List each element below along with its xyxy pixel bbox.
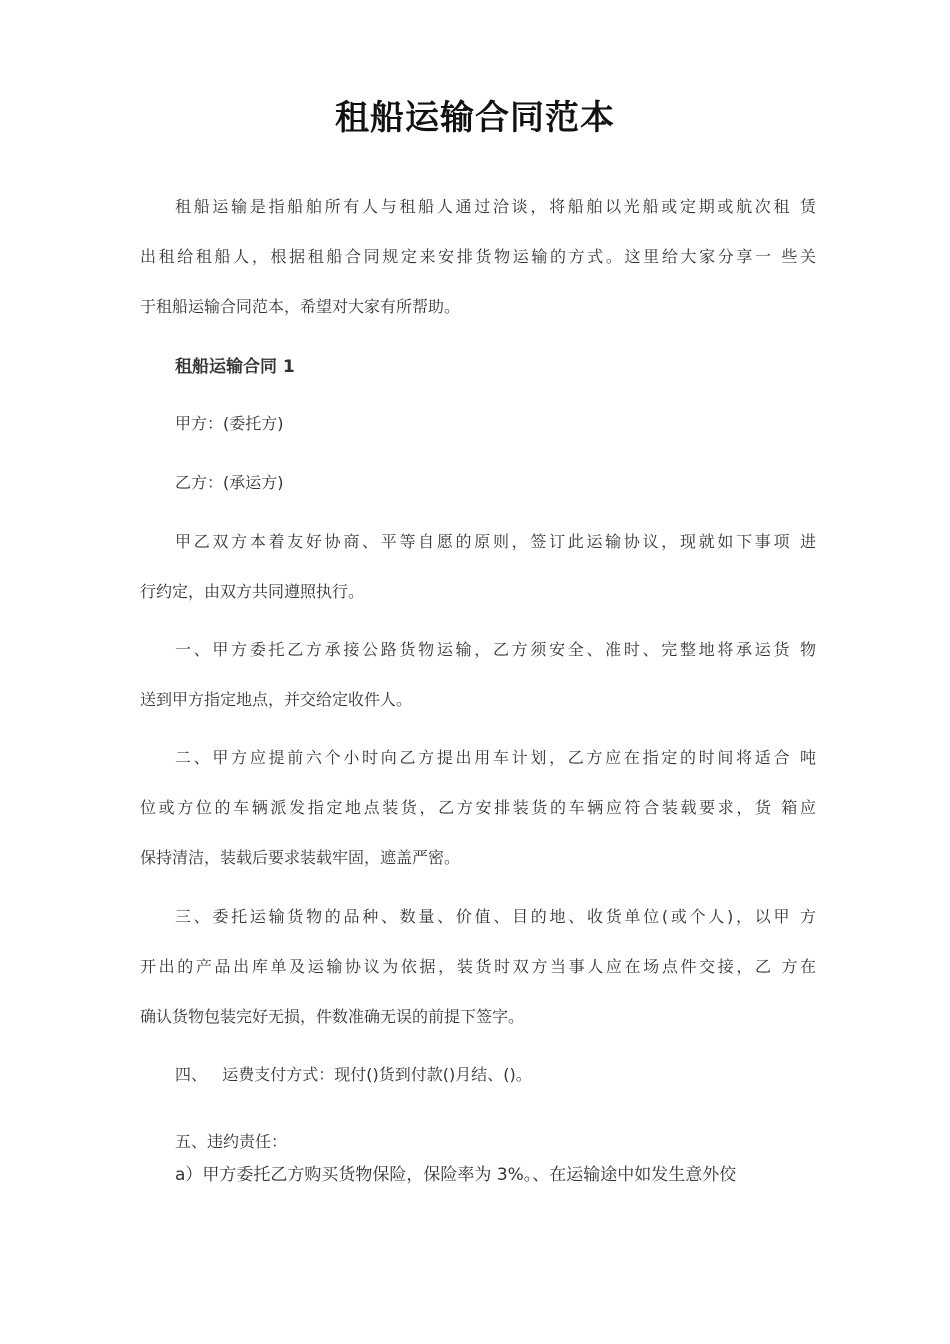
intro-line-3: 于租船运输合同范本，希望对大家有所帮助。 — [140, 297, 461, 316]
clause-2-line-3: 保持清洁，装载后要求装载牢固，遮盖严密。 — [140, 848, 461, 867]
document-title: 租船运输合同范本 — [335, 98, 615, 138]
clause-3-line-3: 确认货物包装完好无损，件数准确无误的前提下签字。 — [140, 1007, 525, 1026]
clause-1-line-1: 一、甲方委托乙方承接公路货物运输，乙方须安全、准时、完整地将承运货 物 — [175, 640, 816, 659]
clause-1-line-2: 送到甲方指定地点，并交给定收件人。 — [140, 690, 413, 709]
intro-line-1: 租船运输是指船舶所有人与租船人通过洽谈，将船舶以光船或定期或航次租 赁 — [175, 197, 816, 216]
clause-5: 五、违约责任： — [175, 1132, 288, 1151]
section-heading: 租船运输合同 1 — [175, 357, 295, 377]
clause-2-line-2: 位或方位的车辆派发指定地点装货，乙方安排装货的车辆应符合装载要求，货 箱应 — [140, 798, 816, 817]
clause-2-line-1: 二、甲方应提前六个小时向乙方提出用车计划，乙方应在指定的时间将适合 吨 — [175, 748, 816, 767]
agreement-line-1: 甲乙双方本着友好协商、平等自愿的原则，签订此运输协议，现就如下事项 进 — [175, 532, 816, 551]
intro-line-2: 出租给租船人，根据租船合同规定来安排货物运输的方式。这里给大家分享一 些关 — [140, 247, 816, 266]
clause-3-line-1: 三、委托运输货物的品种、数量、价值、目的地、收货单位(或个人)，以甲 方 — [175, 907, 816, 926]
clause-5a: a）甲方委托乙方购买货物保险，保险率为 3%。、在运输途中如发生意外佼 — [175, 1165, 737, 1185]
clause-3-line-2: 开出的产品出库单及运输协议为依据，装货时双方当事人应在场点件交接，乙 方在 — [140, 957, 816, 976]
clause-4: 四、 运费支付方式：现付()货到付款()月结、()。 — [175, 1065, 532, 1084]
agreement-line-2: 行约定，由双方共同遵照执行。 — [140, 582, 365, 601]
party-b: 乙方：(承运方) — [175, 473, 284, 492]
party-a: 甲方：(委托方) — [175, 414, 284, 433]
